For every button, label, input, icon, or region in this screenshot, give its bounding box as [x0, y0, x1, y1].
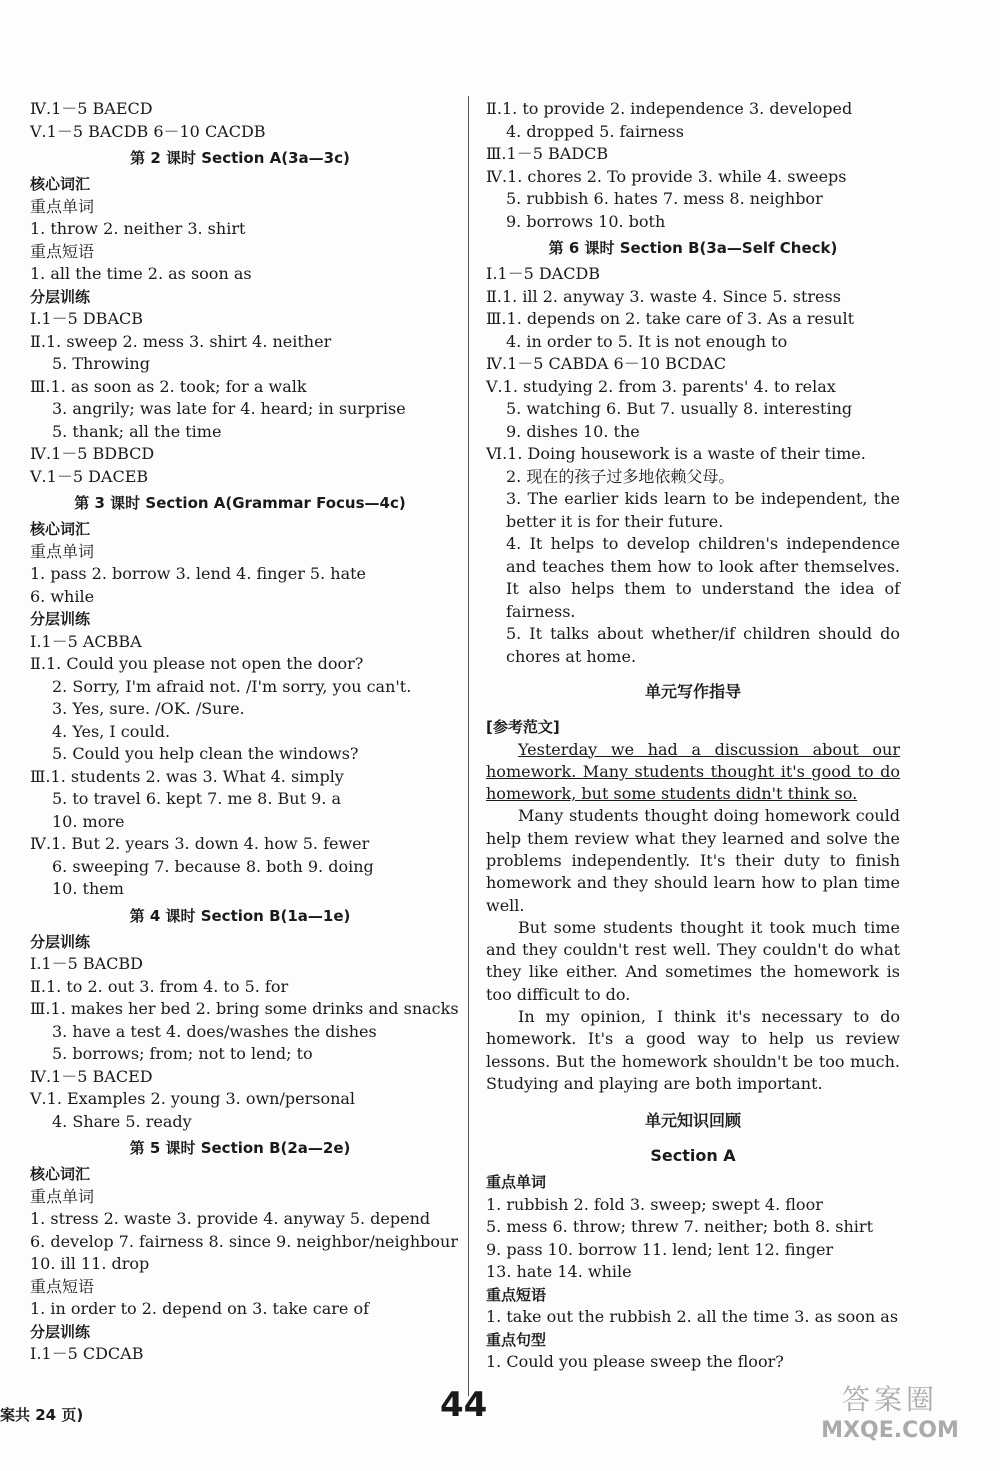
lesson-heading: 第 5 课时 Section B(2a—2e) — [129, 1139, 351, 1157]
answer-line: 1. all the time 2. as soon as — [30, 264, 252, 283]
answer-line: Ⅰ.1－5 ACBBA — [30, 631, 142, 651]
essay-paragraph: But some students thought it took much time and they couldn't rest well. They couldn't do what they like either. And sometimes the homework is too difficult to do. — [486, 917, 900, 1004]
answer-line: 6. develop 7. fairness 8. since 9. neighbor/neighbour — [30, 1231, 458, 1251]
answer-line: Ⅲ.1. students 2. was 3. What 4. simply — [30, 766, 344, 786]
answer-line: 10. them — [52, 879, 124, 898]
answer-line: Ⅲ.1－5 BADCB — [486, 144, 609, 163]
right-column — [486, 98, 900, 1374]
subheading: 核心词汇 — [30, 175, 91, 193]
answer-line: 1. in order to 2. depend on 3. take care of — [30, 1299, 369, 1318]
answer-line: Ⅳ.1－5 BDBCD — [30, 444, 155, 463]
answer-line: 1. throw 2. neither 3. shirt — [30, 219, 246, 238]
answer-line: Ⅱ.1. to provide 2. independence 3. developed — [486, 99, 853, 118]
essay-paragraph: Yesterday we had a discussion about our homework. Many students thought it's good to do homework, but some students didn't think so. — [486, 739, 900, 804]
answer-line: 9. dishes 10. the — [506, 421, 640, 441]
answer-line: 1. Could you please sweep the floor? — [486, 1352, 784, 1372]
answer-line: Ⅴ.1－5 BACDB 6－10 CACDB — [30, 121, 266, 141]
answer-line: Ⅵ.1. Doing housework is a waste of their time. — [486, 444, 866, 463]
answer-line: 10. ill 11. drop — [30, 1254, 150, 1273]
left-column — [30, 98, 459, 1366]
answer-line: Ⅲ.1. depends on 2. take care of 3. As a result — [486, 309, 855, 328]
essay-paragraph: Many students thought doing homework could help them review what they learned and solve the problems independently. It's their duty to finish homework and they should learn how to plan time well. — [486, 806, 900, 915]
lesson-heading: 第 2 课时 Section A(3a—3c) — [130, 149, 350, 167]
lesson-heading: 第 6 课时 Section B(3a—Self Check) — [548, 239, 838, 257]
lesson-heading: 第 4 课时 Section B(1a—1e) — [129, 906, 351, 925]
answer-line: 4. It helps to develop children's independence and teaches them how to look after themselves. It also helps them to understand the idea of fairness. — [506, 534, 900, 621]
subheading: 分层训练 — [30, 610, 91, 628]
answer-line: Ⅳ.1－5 BAECD — [30, 99, 153, 118]
answer-line: Ⅳ.1. chores 2. To provide 3. while 4. sweeps — [486, 166, 847, 186]
answer-line: 5. Could you help clean the windows? — [52, 744, 359, 763]
essay-paragraph: In my opinion, I think it's necessary to do homework. It's a good way to help us review lessons. But the homework shouldn't be too much. Studying and playing are both important. — [486, 1007, 900, 1093]
watermark-site: MXQE.COM — [821, 1418, 959, 1443]
answer-line: 3. angrily; was late for 4. heard; in surprise — [52, 399, 406, 418]
answer-line: 3. Yes, sure. /OK. /Sure. — [52, 699, 245, 718]
answer-line: 4. dropped 5. fairness — [506, 121, 684, 141]
writing-guide-title: 单元写作指导 — [644, 682, 741, 701]
column-divider — [468, 96, 469, 1396]
watermark — [795, 1378, 985, 1464]
answer-line: Ⅴ.1. studying 2. from 3. parents' 4. to relax — [486, 376, 836, 396]
answer-line: Ⅴ.1. Examples 2. young 3. own/personal — [30, 1089, 356, 1108]
answer-line: Ⅲ.1. makes her bed 2. bring some drinks and snacks — [30, 999, 459, 1018]
answer-line: 4. Yes, I could. — [52, 721, 171, 741]
answer-line: 5. It talks about whether/if children should do chores at home. — [506, 624, 900, 666]
subheading: 核心词汇 — [30, 1165, 91, 1183]
label: 重点短语 — [30, 241, 95, 261]
answer-line: Ⅳ.1. But 2. years 3. down 4. how 5. fewer — [30, 834, 370, 853]
page-number: 44 — [440, 1385, 488, 1425]
answer-line: 5. borrows; from; not to lend; to — [52, 1044, 313, 1063]
label: 重点单词 — [30, 1186, 95, 1206]
answer-line: 5. rubbish 6. hates 7. mess 8. neighbor — [506, 189, 823, 208]
answer-line: Ⅳ.1－5 CABDA 6－10 BCDAC — [486, 354, 727, 373]
answer-line: Ⅱ.1. ill 2. anyway 3. waste 4. Since 5. stress — [486, 286, 841, 306]
review-title: 单元知识回顾 — [644, 1111, 741, 1131]
answer-line: 1. stress 2. waste 3. provide 4. anyway 5. depend — [30, 1209, 431, 1228]
answer-line: 4. in order to 5. It is not enough to — [506, 331, 788, 351]
subheading: 核心词汇 — [30, 520, 91, 538]
answer-line: Ⅰ.1－5 DACDB — [486, 264, 601, 283]
subheading: 重点短语 — [486, 1285, 547, 1304]
answer-line: Ⅰ.1－5 DBACB — [30, 309, 143, 328]
answer-line: 3. have a test 4. does/washes the dishes — [52, 1021, 377, 1041]
answer-line: Ⅱ.1. Could you please not open the door? — [30, 654, 364, 673]
answer-line: Ⅰ.1－5 CDCAB — [30, 1344, 144, 1363]
sample-essay — [486, 739, 900, 1096]
answer-line: 4. Share 5. ready — [52, 1111, 192, 1131]
label: 重点短语 — [30, 1276, 95, 1296]
subheading: 重点句型 — [486, 1330, 547, 1349]
answer-line: 2. Sorry, I'm afraid not. /I'm sorry, you can't. — [52, 676, 412, 696]
answer-line: Ⅴ.1－5 DACEB — [30, 466, 149, 486]
answer-line: 5. Throwing — [52, 354, 150, 373]
answer-line: 10. more — [52, 811, 125, 831]
label: 重点单词 — [30, 541, 95, 561]
answer-line: 13. hate 14. while — [486, 1262, 632, 1282]
answer-line: 1. rubbish 2. fold 3. sweep; swept 4. floor — [486, 1194, 823, 1214]
answer-line: 1. pass 2. borrow 3. lend 4. finger 5. hate — [30, 564, 367, 583]
subheading: 分层训练 — [30, 1322, 91, 1341]
lesson-heading: 第 3 课时 Section A(Grammar Focus—4c) — [74, 494, 406, 512]
answer-line: 5. to travel 6. kept 7. me 8. But 9. a — [52, 789, 341, 808]
subheading: 分层训练 — [30, 932, 91, 951]
answer-line: 9. borrows 10. both — [506, 211, 666, 231]
answer-line: 2. 现在的孩子过多地依赖父母。 — [506, 466, 735, 486]
answer-line: 3. The earlier kids learn to be independent, the better it is for their future. — [506, 489, 900, 531]
watermark-logo: 答案圈 — [841, 1383, 938, 1416]
answer-line: 6. while — [30, 586, 95, 606]
footer-left-text: 案共 24 页) — [0, 1406, 84, 1424]
answer-line: 5. thank; all the time — [52, 421, 222, 441]
answer-line: 5. watching 6. But 7. usually 8. interesting — [506, 399, 853, 418]
subheading: 重点单词 — [486, 1173, 547, 1192]
answer-line: 1. take out the rubbish 2. all the time 3. as soon as — [486, 1307, 899, 1327]
answer-line: 5. mess 6. throw; threw 7. neither; both 8. shirt — [486, 1217, 873, 1237]
answer-line: Ⅱ.1. to 2. out 3. from 4. to 5. for — [30, 976, 289, 996]
answer-line: Ⅰ.1－5 BACBD — [30, 954, 143, 973]
answer-line: Ⅲ.1. as soon as 2. took; for a walk — [30, 376, 307, 396]
section-a-title: Section A — [650, 1146, 736, 1166]
subheading: 分层训练 — [30, 287, 91, 306]
reference-label: [参考范文] — [486, 718, 560, 736]
answer-line: Ⅱ.1. sweep 2. mess 3. shirt 4. neither — [30, 331, 332, 351]
label: 重点单词 — [30, 196, 95, 216]
answer-line: 9. pass 10. borrow 11. lend; lent 12. finger — [486, 1239, 834, 1259]
answer-line: Ⅳ.1－5 BACED — [30, 1066, 153, 1086]
answer-line: 6. sweeping 7. because 8. both 9. doing — [52, 856, 374, 876]
